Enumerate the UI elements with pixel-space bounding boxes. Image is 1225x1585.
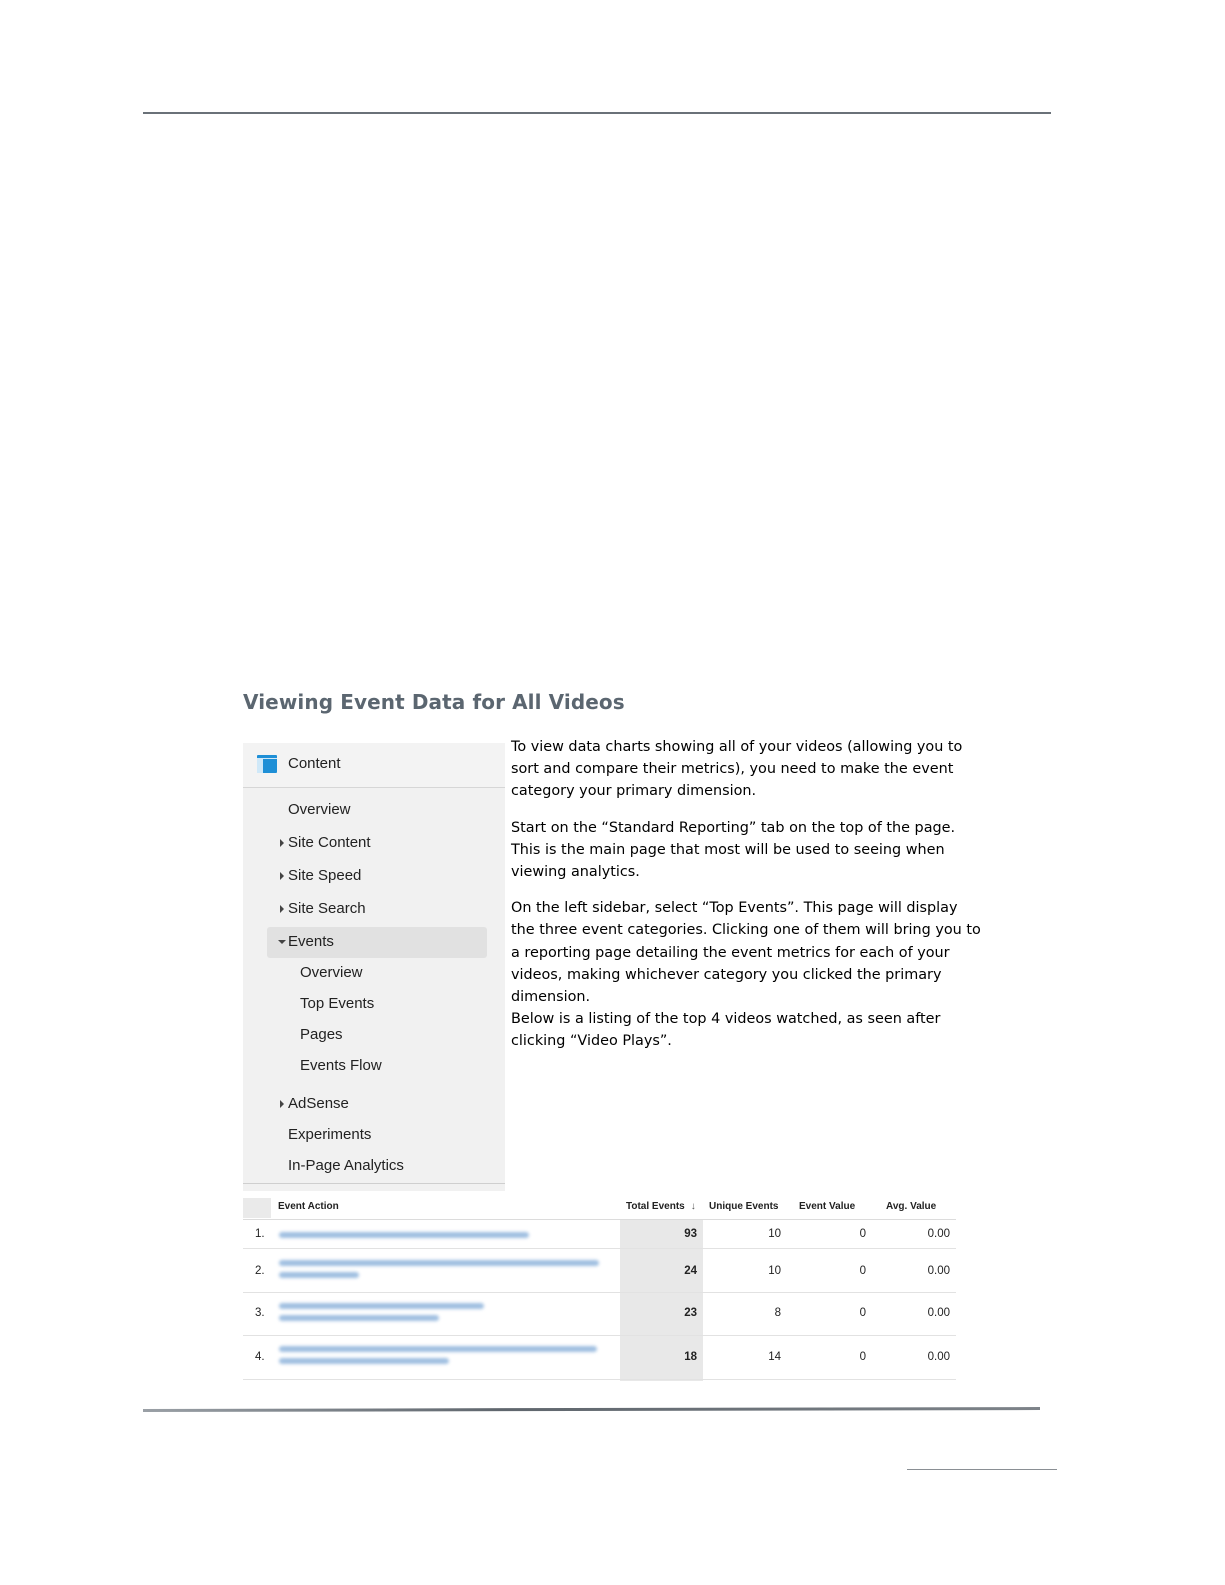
column-total-events[interactable] bbox=[626, 1201, 696, 1212]
sidebar-item-experiments[interactable]: Experiments bbox=[288, 1126, 372, 1143]
sidebar-item-label: Site Search bbox=[288, 900, 366, 917]
paragraph-standard-reporting: Start on the “Standard Reporting” tab on the top of the page. This is the main page that most will be used to seeing when viewing analytics. bbox=[511, 819, 956, 881]
header-rule bbox=[143, 112, 1051, 114]
event-action-table bbox=[243, 1195, 956, 1381]
caret-right-icon bbox=[280, 872, 284, 880]
paragraph-intro: To view data charts showing all of your videos (allowing you to sort and compare their metrics), you need to make the event category your primary dimension. bbox=[511, 739, 963, 800]
avg-value: 0.00 bbox=[927, 1351, 950, 1363]
total-events-value: 24 bbox=[684, 1265, 697, 1277]
column-unique-events[interactable]: Unique Events bbox=[709, 1201, 779, 1212]
column-avg-value[interactable]: Avg. Value bbox=[886, 1201, 937, 1212]
section-heading: Viewing Event Data for All Videos bbox=[243, 690, 625, 714]
sidebar-divider bbox=[243, 1183, 505, 1184]
event-value: 0 bbox=[859, 1228, 866, 1240]
column-event-action[interactable]: Event Action bbox=[278, 1201, 339, 1212]
table-row bbox=[243, 1220, 956, 1249]
row-index: 3. bbox=[255, 1307, 265, 1319]
table-row bbox=[243, 1293, 956, 1336]
row-index: 1. bbox=[255, 1228, 265, 1240]
event-action-link[interactable] bbox=[279, 1260, 599, 1266]
event-action-link-continued[interactable] bbox=[279, 1315, 439, 1321]
event-action-link-continued[interactable] bbox=[279, 1358, 449, 1364]
sidebar-item-label: AdSense bbox=[288, 1095, 349, 1112]
sidebar-item-label: Site Speed bbox=[288, 867, 362, 884]
sidebar-item-site-search[interactable] bbox=[288, 900, 366, 917]
sidebar-item-adsense[interactable] bbox=[288, 1095, 349, 1112]
paragraph-top-videos: Below is a listing of the top 4 videos watched, as seen after clicking “Video Plays”. bbox=[511, 1011, 941, 1050]
unique-events-value: 8 bbox=[774, 1307, 781, 1319]
instructions-text bbox=[511, 736, 981, 1053]
sidebar-content-header[interactable] bbox=[243, 743, 505, 788]
arrow-down-icon: ↓ bbox=[690, 1201, 696, 1212]
event-action-link[interactable] bbox=[279, 1346, 597, 1352]
table-row bbox=[243, 1336, 956, 1380]
caret-right-icon bbox=[280, 905, 284, 913]
total-events-value: 93 bbox=[684, 1228, 697, 1240]
footer-short-rule bbox=[907, 1469, 1057, 1470]
caret-right-icon bbox=[280, 1100, 284, 1108]
avg-value: 0.00 bbox=[927, 1307, 950, 1319]
total-events-value: 23 bbox=[684, 1307, 697, 1319]
event-value: 0 bbox=[859, 1351, 866, 1363]
table-header bbox=[243, 1195, 956, 1220]
analytics-sidebar bbox=[243, 743, 505, 1191]
sidebar-subitem-pages[interactable]: Pages bbox=[300, 1026, 343, 1043]
sidebar-item-in-page-analytics[interactable]: In-Page Analytics bbox=[288, 1157, 404, 1174]
unique-events-value: 10 bbox=[768, 1228, 781, 1240]
unique-events-value: 14 bbox=[768, 1351, 781, 1363]
event-value: 0 bbox=[859, 1265, 866, 1277]
event-value: 0 bbox=[859, 1307, 866, 1319]
sidebar-subitem-events-overview[interactable]: Overview bbox=[300, 964, 363, 981]
avg-value: 0.00 bbox=[927, 1228, 950, 1240]
event-action-link[interactable] bbox=[279, 1303, 484, 1309]
footer-rule bbox=[143, 1407, 1040, 1412]
unique-events-value: 10 bbox=[768, 1265, 781, 1277]
sidebar-item-overview[interactable]: Overview bbox=[288, 801, 351, 818]
sidebar-item-site-content[interactable] bbox=[288, 834, 371, 851]
caret-right-icon bbox=[280, 839, 284, 847]
sidebar-header-label: Content bbox=[288, 755, 341, 772]
sidebar-item-site-speed[interactable] bbox=[288, 867, 361, 884]
sidebar-subitem-top-events[interactable]: Top Events bbox=[300, 995, 375, 1012]
sidebar-item-label: Site Content bbox=[288, 834, 371, 851]
caret-down-icon bbox=[278, 940, 286, 944]
sidebar-item-label: Events bbox=[288, 933, 334, 950]
content-icon bbox=[257, 755, 277, 773]
column-event-value[interactable]: Event Value bbox=[799, 1201, 856, 1212]
event-action-link-continued[interactable] bbox=[279, 1272, 359, 1278]
sidebar-subitem-events-flow[interactable]: Events Flow bbox=[300, 1057, 382, 1074]
total-events-value: 18 bbox=[684, 1351, 697, 1363]
event-action-link[interactable] bbox=[279, 1232, 529, 1238]
row-index: 4. bbox=[255, 1351, 265, 1363]
sidebar-item-events[interactable] bbox=[288, 933, 334, 950]
avg-value: 0.00 bbox=[927, 1265, 950, 1277]
select-all-checkbox[interactable] bbox=[243, 1198, 271, 1218]
paragraph-top-events: On the left sidebar, select “Top Events”. This page will display the three event categories. Clicking one of them will bring you to a reporting page detailing the event metrics for each of your videos, making whichever category you clicked the primary dimension. bbox=[511, 900, 981, 1006]
row-index: 2. bbox=[255, 1265, 265, 1277]
column-label: Total Events bbox=[626, 1201, 685, 1212]
table-row bbox=[243, 1249, 956, 1293]
